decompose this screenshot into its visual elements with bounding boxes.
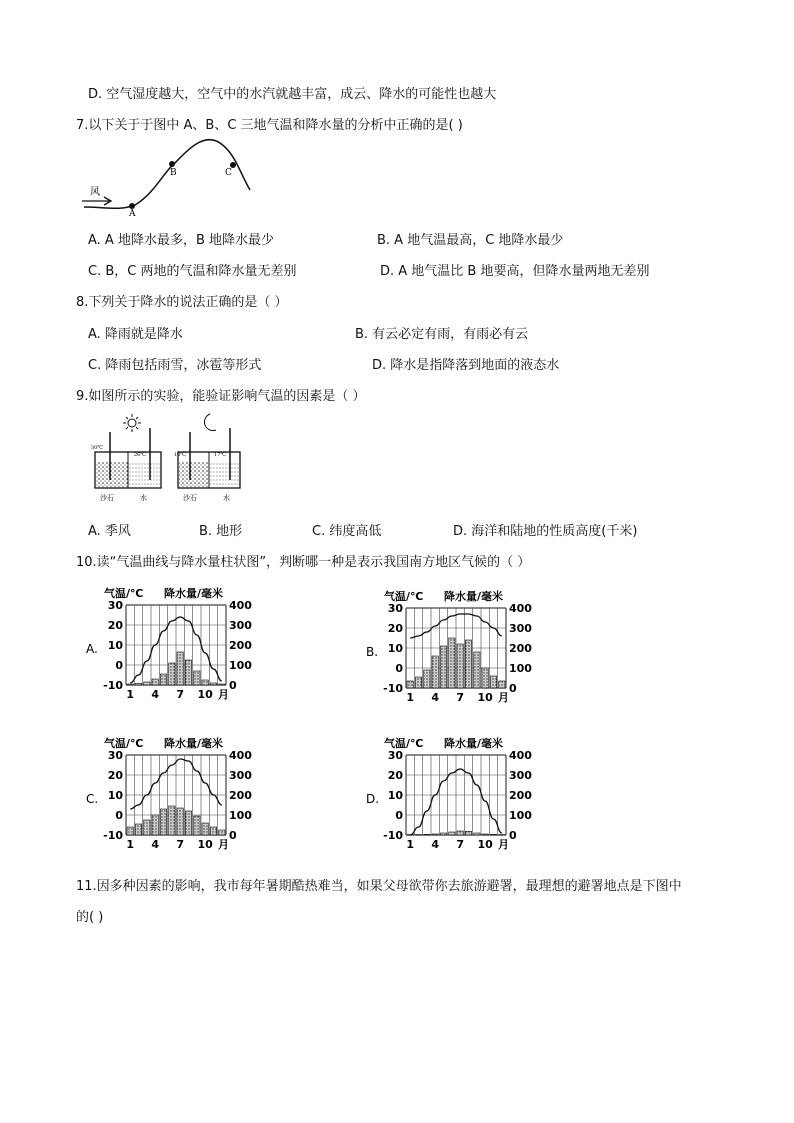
- precip-bar: [144, 682, 150, 685]
- q9-option-c[interactable]: C. 纬度高低: [312, 524, 382, 539]
- chart-month-tick: 10: [477, 691, 493, 704]
- climate-chart-c[interactable]: [86, 735, 256, 860]
- night-container: [174, 428, 240, 502]
- chart-precip-tick: 0: [509, 829, 517, 842]
- chart-option-label: B.: [366, 645, 379, 659]
- chart-precip-tick: 200: [229, 789, 252, 802]
- q11-stem-line-2: 的( ): [76, 910, 104, 925]
- chart-temp-tick: 30: [387, 749, 403, 762]
- precip-bar: [474, 652, 480, 688]
- climate-chart-d[interactable]: [366, 735, 536, 860]
- climate-chart-svg: [366, 588, 536, 713]
- chart-month-unit: 月: [218, 688, 229, 701]
- chart-precip-tick: 200: [229, 639, 252, 652]
- chart-temp-tick: 20: [107, 769, 123, 782]
- chart-precip-tick: 200: [509, 789, 532, 802]
- precip-bar: [144, 820, 150, 835]
- q9-option-b[interactable]: B. 地形: [199, 524, 243, 539]
- chart-month-tick: 1: [406, 691, 414, 704]
- q8-option-a[interactable]: A. 降雨就是降水: [88, 327, 183, 342]
- precip-bar: [440, 833, 446, 835]
- day-water-temp: 26℃: [134, 452, 146, 458]
- chart-month-unit: 月: [498, 691, 509, 704]
- chart-temp-tick: 0: [115, 659, 123, 672]
- chart-month-tick: 7: [456, 838, 464, 851]
- chart-temp-tick: 10: [387, 789, 403, 802]
- chart-temp-header: 气温/℃: [384, 737, 424, 750]
- night-sand-label: 沙石: [183, 494, 197, 502]
- chart-month-tick: 10: [197, 688, 213, 701]
- precip-bar: [415, 677, 421, 688]
- chart-precip-tick: 0: [229, 829, 237, 842]
- chart-precip-tick: 100: [509, 662, 532, 675]
- chart-precip-tick: 300: [229, 619, 252, 632]
- moon-icon: [204, 414, 216, 431]
- precip-bar: [169, 806, 175, 835]
- chart-month-tick: 4: [431, 691, 439, 704]
- day-container: [91, 428, 161, 502]
- precip-bar: [482, 668, 488, 688]
- q8-stem: 8.下列关于降水的说法正确的是（ ）: [76, 295, 288, 310]
- q7-option-d[interactable]: D. A 地气温比 B 地要高，但降水量两地无差别: [380, 264, 650, 279]
- point-b-marker: [169, 161, 175, 167]
- precip-bar: [219, 830, 225, 835]
- chart-temp-tick: 0: [395, 662, 403, 675]
- chart-option-label: D.: [366, 792, 380, 806]
- q7-terrain-diagram: [80, 135, 270, 220]
- night-water-label: 水: [223, 494, 230, 502]
- precip-bar: [440, 646, 446, 688]
- precip-bar: [482, 834, 488, 835]
- chart-month-tick: 4: [151, 838, 159, 851]
- chart-precip-tick: 300: [229, 769, 252, 782]
- chart-precip-tick: 0: [509, 682, 517, 695]
- chart-month-tick: 4: [151, 688, 159, 701]
- chart-temp-tick: -10: [383, 829, 403, 842]
- q11-stem-line-1: 11.因多种因素的影响，我市每年暑期酷热难当，如果父母欲带你去旅游避署，最理想的避署地点是下图中: [76, 879, 682, 894]
- q8-option-b[interactable]: B. 有云必定有雨，有雨必有云: [355, 327, 529, 342]
- day-water-label: 水: [140, 494, 147, 502]
- chart-temp-tick: 30: [107, 599, 123, 612]
- chart-month-tick: 7: [456, 691, 464, 704]
- precip-bar: [177, 808, 183, 835]
- chart-temp-tick: -10: [103, 829, 123, 842]
- q7-option-c[interactable]: C. B，C 两地的气温和降水量无差别: [88, 264, 297, 279]
- chart-precip-tick: 100: [509, 809, 532, 822]
- precip-bar: [210, 827, 216, 835]
- climate-chart-b[interactable]: [366, 588, 536, 713]
- chart-temp-tick: 30: [107, 749, 123, 762]
- chart-precip-tick: 0: [229, 679, 237, 692]
- point-b-label: B: [170, 168, 177, 178]
- chart-month-tick: 1: [126, 838, 134, 851]
- chart-precip-header: 降水量/毫米: [164, 587, 224, 600]
- q7-option-a[interactable]: A. A 地降水最多，B 地降水最少: [88, 233, 275, 248]
- chart-temp-tick: 20: [107, 619, 123, 632]
- precip-bar: [127, 827, 133, 835]
- precip-bar: [449, 832, 455, 835]
- sun-icon: [123, 414, 141, 432]
- chart-month-unit: 月: [498, 838, 509, 851]
- precip-bar: [169, 663, 175, 685]
- precip-bar: [160, 674, 166, 685]
- precip-bar: [135, 824, 141, 835]
- chart-temp-tick: 10: [107, 639, 123, 652]
- q8-option-c[interactable]: C. 降雨包括雨雪，冰雹等形式: [88, 358, 262, 373]
- chart-temp-tick: 10: [387, 642, 403, 655]
- climate-chart-svg: [366, 735, 536, 860]
- q10-stem: 10.读“气温曲线与降水量柱状图”，判断哪一种是表示我国南方地区气候的（ ）: [76, 555, 531, 570]
- chart-temp-header: 气温/℃: [104, 737, 144, 750]
- chart-temp-header: 气温/℃: [104, 587, 144, 600]
- q9-option-d[interactable]: D. 海洋和陆地的性质高度(千米): [453, 524, 638, 539]
- precip-bar: [160, 809, 166, 835]
- precip-bar: [407, 681, 413, 688]
- chart-temp-tick: -10: [103, 679, 123, 692]
- day-sand-label: 沙石: [100, 494, 114, 502]
- chart-temp-tick: -10: [383, 682, 403, 695]
- precip-bar: [152, 815, 158, 835]
- chart-precip-tick: 400: [229, 599, 252, 612]
- chart-temp-tick: 20: [387, 769, 403, 782]
- precip-bar: [185, 660, 191, 685]
- chart-month-tick: 4: [431, 838, 439, 851]
- chart-temp-tick: 0: [395, 809, 403, 822]
- precip-bar: [432, 656, 438, 688]
- chart-precip-tick: 200: [509, 642, 532, 655]
- q6-option-d: D. 空气湿度越大，空气中的水汽就越丰富，成云、降水的可能性也越大: [88, 87, 497, 102]
- q9-experiment-figure: [90, 410, 250, 505]
- precip-bar: [135, 683, 141, 685]
- precip-bar: [127, 684, 133, 685]
- chart-month-unit: 月: [218, 838, 229, 851]
- chart-precip-header: 降水量/毫米: [164, 737, 224, 750]
- precip-bar: [457, 644, 463, 688]
- climate-chart-svg: [86, 735, 256, 860]
- precip-bar: [499, 681, 505, 688]
- precip-bar: [210, 683, 216, 685]
- q7-option-b[interactable]: B. A 地气温最高，C 地降水最少: [377, 233, 564, 248]
- precip-bar: [424, 834, 430, 835]
- climate-chart-svg: [86, 585, 256, 710]
- q9-option-a[interactable]: A. 季风: [88, 524, 131, 539]
- precip-bar: [177, 652, 183, 685]
- chart-precip-tick: 400: [229, 749, 252, 762]
- precip-bar: [424, 670, 430, 688]
- point-c-label: C: [225, 168, 232, 178]
- q7-stem: 7.以下关于于图中 A、B、C 三地气温和降水量的分析中正确的是( ): [76, 118, 463, 133]
- precip-bar: [465, 831, 471, 835]
- chart-temp-tick: 10: [107, 789, 123, 802]
- precip-bar: [185, 811, 191, 835]
- precip-bar: [449, 638, 455, 688]
- precip-bar: [432, 834, 438, 835]
- chart-precip-tick: 100: [229, 659, 252, 672]
- night-sand-temp: 13℃: [174, 452, 186, 458]
- chart-precip-tick: 400: [509, 602, 532, 615]
- chart-month-tick: 7: [176, 838, 184, 851]
- q8-option-d[interactable]: D. 降水是指降落到地面的液态水: [372, 358, 560, 373]
- chart-temp-tick: 30: [387, 602, 403, 615]
- chart-temp-header: 气温/℃: [384, 590, 424, 603]
- precip-bar: [152, 679, 158, 685]
- precip-bar: [219, 684, 225, 685]
- chart-precip-tick: 300: [509, 769, 532, 782]
- chart-precip-tick: 400: [509, 749, 532, 762]
- precip-bar: [194, 671, 200, 685]
- chart-temp-tick: 20: [387, 622, 403, 635]
- chart-option-label: C.: [86, 792, 99, 806]
- point-a-label: A: [129, 209, 136, 219]
- chart-month-tick: 10: [477, 838, 493, 851]
- precip-bar: [490, 676, 496, 688]
- chart-month-tick: 1: [126, 688, 134, 701]
- chart-month-tick: 10: [197, 838, 213, 851]
- precip-bar: [202, 680, 208, 685]
- chart-precip-header: 降水量/毫米: [444, 590, 504, 603]
- precip-bar: [465, 640, 471, 688]
- precip-bar: [202, 823, 208, 835]
- night-water-temp: 17℃: [214, 452, 226, 458]
- q9-stem: 9.如图所示的实验，能验证影响气温的因素是（ ）: [76, 389, 366, 404]
- precip-bar: [474, 833, 480, 835]
- chart-precip-tick: 100: [229, 809, 252, 822]
- chart-temp-tick: 0: [115, 809, 123, 822]
- chart-option-label: A.: [86, 642, 98, 656]
- precip-bar: [490, 834, 496, 835]
- chart-precip-tick: 300: [509, 622, 532, 635]
- day-sand-temp: 30℃: [91, 445, 103, 451]
- wind-label: 风: [90, 187, 100, 198]
- precip-bar: [457, 831, 463, 835]
- precip-bar: [194, 816, 200, 835]
- chart-month-tick: 1: [406, 838, 414, 851]
- climate-chart-a[interactable]: [86, 585, 256, 710]
- chart-month-tick: 7: [176, 688, 184, 701]
- chart-precip-header: 降水量/毫米: [444, 737, 504, 750]
